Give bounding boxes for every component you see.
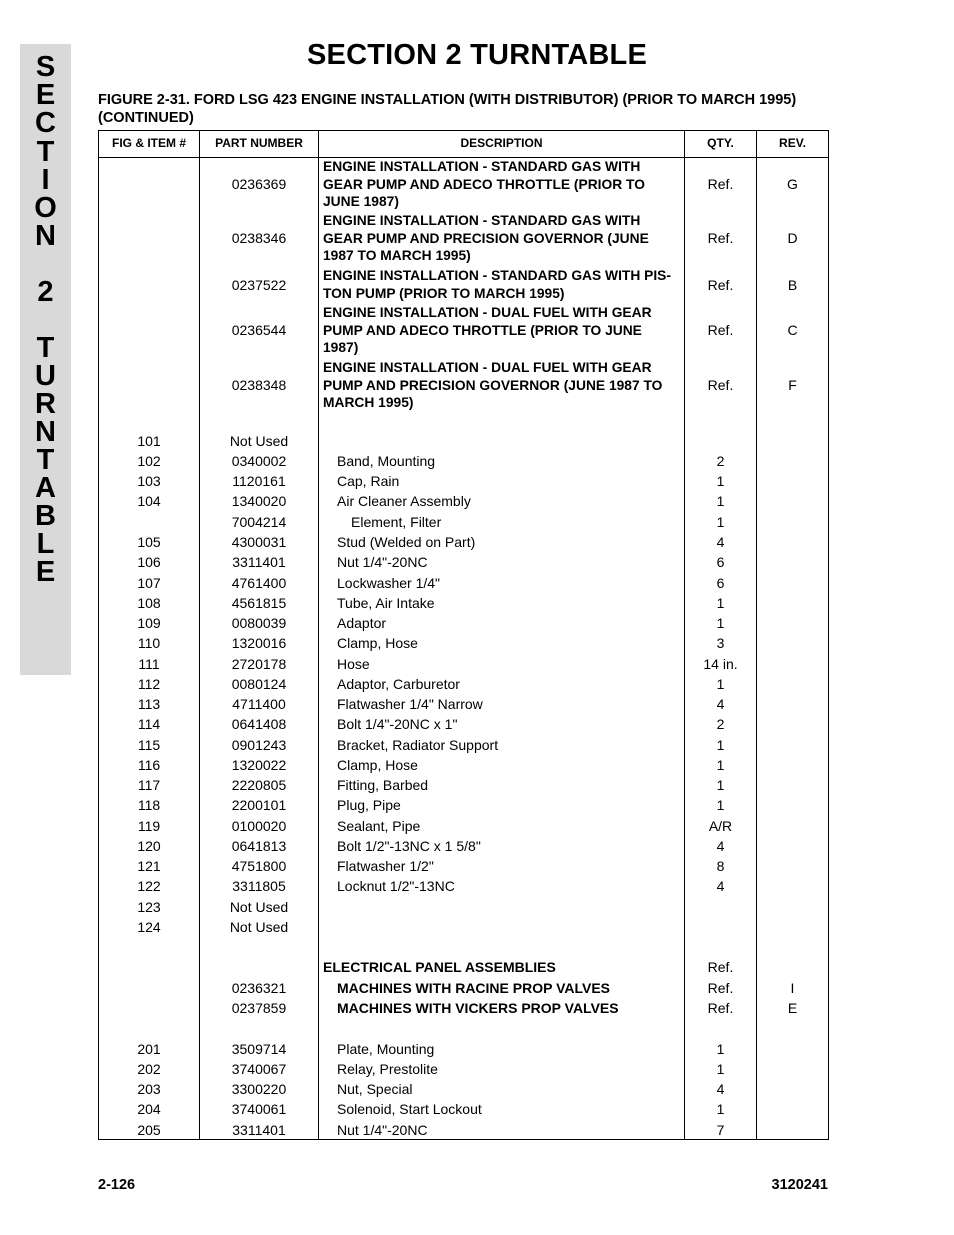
table-row bbox=[99, 473, 828, 493]
part-number-cell: 7004214 bbox=[231, 514, 287, 530]
part-number-cell: 0901243 bbox=[231, 737, 287, 753]
qty-cell: 1 bbox=[716, 676, 725, 692]
fig-item-cell: 107 bbox=[137, 575, 161, 591]
table-row bbox=[99, 554, 828, 574]
part-number-cell: 3311401 bbox=[232, 1122, 286, 1138]
rev-cell: F bbox=[788, 377, 797, 393]
qty-cell: 1 bbox=[716, 514, 725, 530]
table-row bbox=[99, 1122, 828, 1142]
assembly-header-row bbox=[99, 212, 828, 266]
qty-cell: 1 bbox=[716, 473, 725, 489]
description-cell: ENGINE INSTALLATION - STANDARD GAS WITH PIS-TON PUMP (PRIOR TO MARCH 1995) bbox=[323, 268, 671, 301]
description-cell: ENGINE INSTALLATION - DUAL FUEL WITH GEAR PUMP AND PRECISION GOVERNOR (JUNE 1987 TO MARCH 1995) bbox=[323, 360, 663, 410]
qty-cell: 4 bbox=[716, 1081, 725, 1097]
description-cell: Lockwasher 1/4" bbox=[337, 575, 441, 591]
qty-cell: Ref. bbox=[707, 1000, 734, 1016]
table-row bbox=[99, 676, 828, 696]
description-cell: Adaptor bbox=[337, 615, 387, 631]
table-header-row bbox=[99, 131, 828, 158]
description-cell: Bolt 1/2"-13NC x 1 5/8" bbox=[337, 838, 481, 854]
description-cell: MACHINES WITH VICKERS PROP VALVES bbox=[337, 1000, 619, 1016]
part-number-cell: 0237859 bbox=[231, 1000, 287, 1016]
assembly-header-row bbox=[99, 359, 828, 413]
fig-item-cell: 115 bbox=[137, 737, 161, 753]
header-fig-item: FIG & ITEM # bbox=[111, 136, 186, 150]
table-row bbox=[99, 838, 828, 858]
description-cell: Band, Mounting bbox=[337, 453, 436, 469]
qty-cell: 1 bbox=[716, 493, 725, 509]
rev-cell: G bbox=[787, 176, 798, 192]
qty-cell: 6 bbox=[716, 554, 725, 570]
side-tab-letter: E bbox=[35, 556, 56, 588]
qty-cell: 1 bbox=[716, 1101, 725, 1117]
part-number-cell: 4761400 bbox=[231, 575, 287, 591]
side-tab-letter: I bbox=[41, 164, 50, 196]
description-cell: Nut 1/4"-20NC bbox=[337, 1122, 428, 1138]
header-qty: QTY. bbox=[707, 136, 734, 150]
qty-cell: 1 bbox=[716, 797, 725, 813]
part-number-cell: 0641408 bbox=[231, 716, 287, 732]
side-tab-letter: E bbox=[35, 79, 56, 111]
table-row bbox=[99, 1061, 828, 1081]
table-row bbox=[99, 959, 828, 979]
qty-cell: 1 bbox=[716, 1061, 725, 1077]
fig-item-cell: 114 bbox=[137, 716, 161, 732]
qty-cell: 1 bbox=[716, 737, 725, 753]
qty-cell: 6 bbox=[716, 575, 725, 591]
part-number-cell: Not Used bbox=[229, 919, 289, 935]
part-number-cell: 0100020 bbox=[231, 818, 287, 834]
fig-item-cell: 118 bbox=[137, 797, 161, 813]
description-cell: ELECTRICAL PANEL ASSEMBLIES bbox=[323, 959, 556, 975]
fig-item-cell: 104 bbox=[137, 493, 161, 509]
rev-cell: C bbox=[787, 322, 798, 338]
table-row bbox=[99, 737, 828, 757]
fig-item-cell: 121 bbox=[137, 858, 161, 874]
fig-item-cell: 106 bbox=[137, 554, 161, 570]
part-number-cell: 3311401 bbox=[232, 554, 286, 570]
description-cell: ENGINE INSTALLATION - STANDARD GAS WITH GEAR PUMP AND ADECO THROTTLE (PRIOR TO JUNE 1987) bbox=[323, 159, 645, 209]
part-number-cell: 0236369 bbox=[231, 176, 287, 192]
table-row bbox=[99, 615, 828, 635]
fig-item-cell: 204 bbox=[137, 1101, 161, 1117]
side-tab-letter: L bbox=[36, 528, 55, 560]
part-number-cell: Not Used bbox=[229, 899, 289, 915]
qty-cell: 14 in. bbox=[703, 656, 738, 672]
side-tab-letter: N bbox=[35, 220, 56, 252]
description-cell: Bolt 1/4"-20NC x 1" bbox=[337, 716, 458, 732]
fig-item-cell: 202 bbox=[137, 1061, 161, 1077]
part-number-cell: 1320022 bbox=[231, 757, 287, 773]
side-tab-letter: C bbox=[35, 107, 56, 139]
table-row bbox=[99, 858, 828, 878]
qty-cell: 1 bbox=[716, 777, 725, 793]
fig-item-cell: 101 bbox=[137, 433, 161, 449]
qty-cell: Ref. bbox=[707, 980, 734, 996]
table-row bbox=[99, 899, 828, 919]
part-number-cell: 2720178 bbox=[231, 656, 287, 672]
part-number-cell: 0238346 bbox=[231, 230, 287, 246]
page-title: SECTION 2 TURNTABLE bbox=[307, 39, 647, 71]
fig-item-cell: 201 bbox=[137, 1041, 161, 1057]
side-tab-letter: T bbox=[36, 332, 55, 364]
fig-item-cell: 123 bbox=[137, 899, 161, 915]
part-number-cell: 3311805 bbox=[232, 878, 286, 894]
qty-cell: 4 bbox=[716, 838, 725, 854]
qty-cell: 7 bbox=[716, 1122, 725, 1138]
table-row bbox=[99, 433, 828, 453]
table-row bbox=[99, 534, 828, 554]
fig-item-cell: 103 bbox=[137, 473, 161, 489]
qty-cell: 1 bbox=[716, 595, 725, 611]
table-row bbox=[99, 493, 828, 513]
table-row bbox=[99, 514, 828, 534]
qty-cell: 3 bbox=[716, 635, 725, 651]
description-cell: Plug, Pipe bbox=[337, 797, 401, 813]
header-part-number: PART NUMBER bbox=[215, 136, 303, 150]
side-tab-letter: N bbox=[35, 416, 56, 448]
description-cell: ENGINE INSTALLATION - DUAL FUEL WITH GEAR PUMP AND ADECO THROTTLE (PRIOR TO JUNE 1987) bbox=[323, 305, 652, 355]
rev-cell: I bbox=[790, 980, 795, 996]
qty-cell: 4 bbox=[716, 878, 725, 894]
description-cell: Solenoid, Start Lockout bbox=[337, 1101, 482, 1117]
fig-item-cell: 203 bbox=[137, 1081, 161, 1097]
part-number-cell: 0236321 bbox=[231, 980, 287, 996]
side-tab-letter: A bbox=[35, 472, 56, 504]
section-side-tab bbox=[20, 44, 71, 675]
description-cell: Tube, Air Intake bbox=[337, 595, 435, 611]
part-number-cell: 0080124 bbox=[231, 676, 287, 692]
fig-item-cell: 113 bbox=[137, 696, 161, 712]
fig-item-cell: 117 bbox=[137, 777, 161, 793]
rev-cell: E bbox=[787, 1000, 798, 1016]
part-number-cell: 4751800 bbox=[231, 858, 287, 874]
assembly-header-row bbox=[99, 304, 828, 358]
table-row bbox=[99, 595, 828, 615]
description-cell: Plate, Mounting bbox=[337, 1041, 435, 1057]
fig-item-cell: 110 bbox=[137, 635, 161, 651]
fig-item-cell: 108 bbox=[137, 595, 161, 611]
fig-item-cell: 205 bbox=[137, 1122, 161, 1138]
qty-cell: 2 bbox=[716, 453, 725, 469]
qty-cell: Ref. bbox=[707, 230, 734, 246]
table-row bbox=[99, 656, 828, 676]
fig-item-cell: 111 bbox=[138, 656, 160, 672]
part-number-cell: 4561815 bbox=[231, 595, 287, 611]
description-cell: Hose bbox=[337, 656, 370, 672]
side-tab-letter: O bbox=[34, 192, 57, 224]
qty-cell: 8 bbox=[716, 858, 725, 874]
part-number-cell: 2200101 bbox=[231, 797, 287, 813]
description-cell: Sealant, Pipe bbox=[337, 818, 421, 834]
fig-item-cell: 102 bbox=[137, 453, 161, 469]
part-number-cell: 0238348 bbox=[231, 377, 287, 393]
qty-cell: Ref. bbox=[707, 277, 734, 293]
part-number-cell: 4711400 bbox=[232, 696, 286, 712]
qty-cell: Ref. bbox=[707, 176, 734, 192]
description-cell: Cap, Rain bbox=[337, 473, 400, 489]
table-row bbox=[99, 696, 828, 716]
part-number-cell: 1120161 bbox=[232, 473, 286, 489]
description-cell: ENGINE INSTALLATION - STANDARD GAS WITH GEAR PUMP AND PRECISION GOVERNOR (JUNE 1987 TO MARCH 1995) bbox=[323, 213, 649, 263]
fig-item-cell: 120 bbox=[137, 838, 161, 854]
description-cell: Clamp, Hose bbox=[337, 757, 418, 773]
qty-cell: 4 bbox=[716, 696, 725, 712]
part-number-cell: 3740061 bbox=[231, 1101, 287, 1117]
qty-cell: 1 bbox=[716, 1041, 725, 1057]
table-row bbox=[99, 878, 828, 898]
description-cell: Element, Filter bbox=[351, 514, 442, 530]
side-tab-letter: R bbox=[35, 388, 56, 420]
description-cell: Locknut 1/2"-13NC bbox=[337, 878, 455, 894]
qty-cell: 1 bbox=[716, 615, 725, 631]
qty-cell: Ref. bbox=[707, 959, 734, 975]
description-cell: Adaptor, Carburetor bbox=[337, 676, 460, 692]
table-row bbox=[99, 1000, 828, 1020]
parts-table bbox=[98, 130, 829, 1140]
assembly-header-row bbox=[99, 158, 828, 212]
description-cell: MACHINES WITH RACINE PROP VALVES bbox=[337, 980, 611, 996]
side-tab-letter: 2 bbox=[37, 276, 54, 308]
fig-item-cell: 122 bbox=[137, 878, 161, 894]
part-number-cell: 3300220 bbox=[231, 1081, 287, 1097]
table-row bbox=[99, 453, 828, 473]
qty-cell: Ref. bbox=[707, 377, 734, 393]
fig-item-cell: 105 bbox=[137, 534, 161, 550]
fig-item-cell: 124 bbox=[137, 919, 161, 935]
description-cell: Air Cleaner Assembly bbox=[337, 493, 471, 509]
figure-caption: FIGURE 2-31. FORD LSG 423 ENGINE INSTALLATION (WITH DISTRIBUTOR) (PRIOR TO MARCH 1995) (CONTINUED) bbox=[98, 92, 797, 126]
assembly-header-row bbox=[99, 267, 828, 304]
part-number-cell: 0641813 bbox=[231, 838, 287, 854]
qty-cell: A/R bbox=[708, 818, 733, 834]
part-number-cell: 0236544 bbox=[231, 322, 287, 338]
description-cell: Fitting, Barbed bbox=[337, 777, 429, 793]
table-row bbox=[99, 818, 828, 838]
table-row bbox=[99, 1041, 828, 1061]
fig-item-cell: 116 bbox=[137, 757, 161, 773]
part-number-cell: Not Used bbox=[229, 433, 289, 449]
document-number: 3120241 bbox=[771, 1177, 828, 1193]
qty-cell: 4 bbox=[716, 534, 725, 550]
rev-cell: D bbox=[787, 230, 798, 246]
table-row bbox=[99, 1101, 828, 1121]
part-number-cell: 4300031 bbox=[231, 534, 287, 550]
fig-item-cell: 119 bbox=[137, 818, 161, 834]
header-rev: REV. bbox=[779, 136, 806, 150]
side-tab-letter: T bbox=[36, 136, 55, 168]
description-cell: Nut, Special bbox=[337, 1081, 413, 1097]
part-number-cell: 3740067 bbox=[231, 1061, 287, 1077]
side-tab-letter: U bbox=[35, 360, 56, 392]
part-number-cell: 0237522 bbox=[231, 277, 287, 293]
part-number-cell: 3509714 bbox=[231, 1041, 287, 1057]
table-row bbox=[99, 757, 828, 777]
part-number-cell: 2220805 bbox=[231, 777, 287, 793]
table-row bbox=[99, 797, 828, 817]
side-tab-letter: B bbox=[35, 500, 56, 532]
part-number-cell: 0340002 bbox=[231, 453, 287, 469]
description-cell: Flatwasher 1/4" Narrow bbox=[337, 696, 483, 712]
table-row bbox=[99, 716, 828, 736]
page-number: 2-126 bbox=[98, 1177, 136, 1193]
table-row bbox=[99, 575, 828, 595]
qty-cell: 1 bbox=[716, 757, 725, 773]
table-row bbox=[99, 635, 828, 655]
rev-cell: B bbox=[787, 277, 798, 293]
fig-item-cell: 109 bbox=[137, 615, 161, 631]
side-tab-letter: T bbox=[36, 444, 55, 476]
table-row bbox=[99, 1081, 828, 1101]
table-row bbox=[99, 777, 828, 797]
qty-cell: 2 bbox=[716, 716, 725, 732]
description-cell: Relay, Prestolite bbox=[337, 1061, 438, 1077]
qty-cell: Ref. bbox=[707, 322, 734, 338]
part-number-cell: 1340020 bbox=[231, 493, 287, 509]
description-cell: Flatwasher 1/2" bbox=[337, 858, 434, 874]
description-cell: Clamp, Hose bbox=[337, 635, 418, 651]
table-row bbox=[99, 919, 828, 939]
description-cell: Bracket, Radiator Support bbox=[337, 737, 499, 753]
header-description: DESCRIPTION bbox=[460, 136, 543, 150]
part-number-cell: 0080039 bbox=[231, 615, 287, 631]
side-tab-letter: S bbox=[35, 51, 56, 83]
description-cell: Nut 1/4"-20NC bbox=[337, 554, 428, 570]
description-cell: Stud (Welded on Part) bbox=[337, 534, 476, 550]
fig-item-cell: 112 bbox=[137, 676, 161, 692]
table-row bbox=[99, 980, 828, 1000]
part-number-cell: 1320016 bbox=[231, 635, 287, 651]
